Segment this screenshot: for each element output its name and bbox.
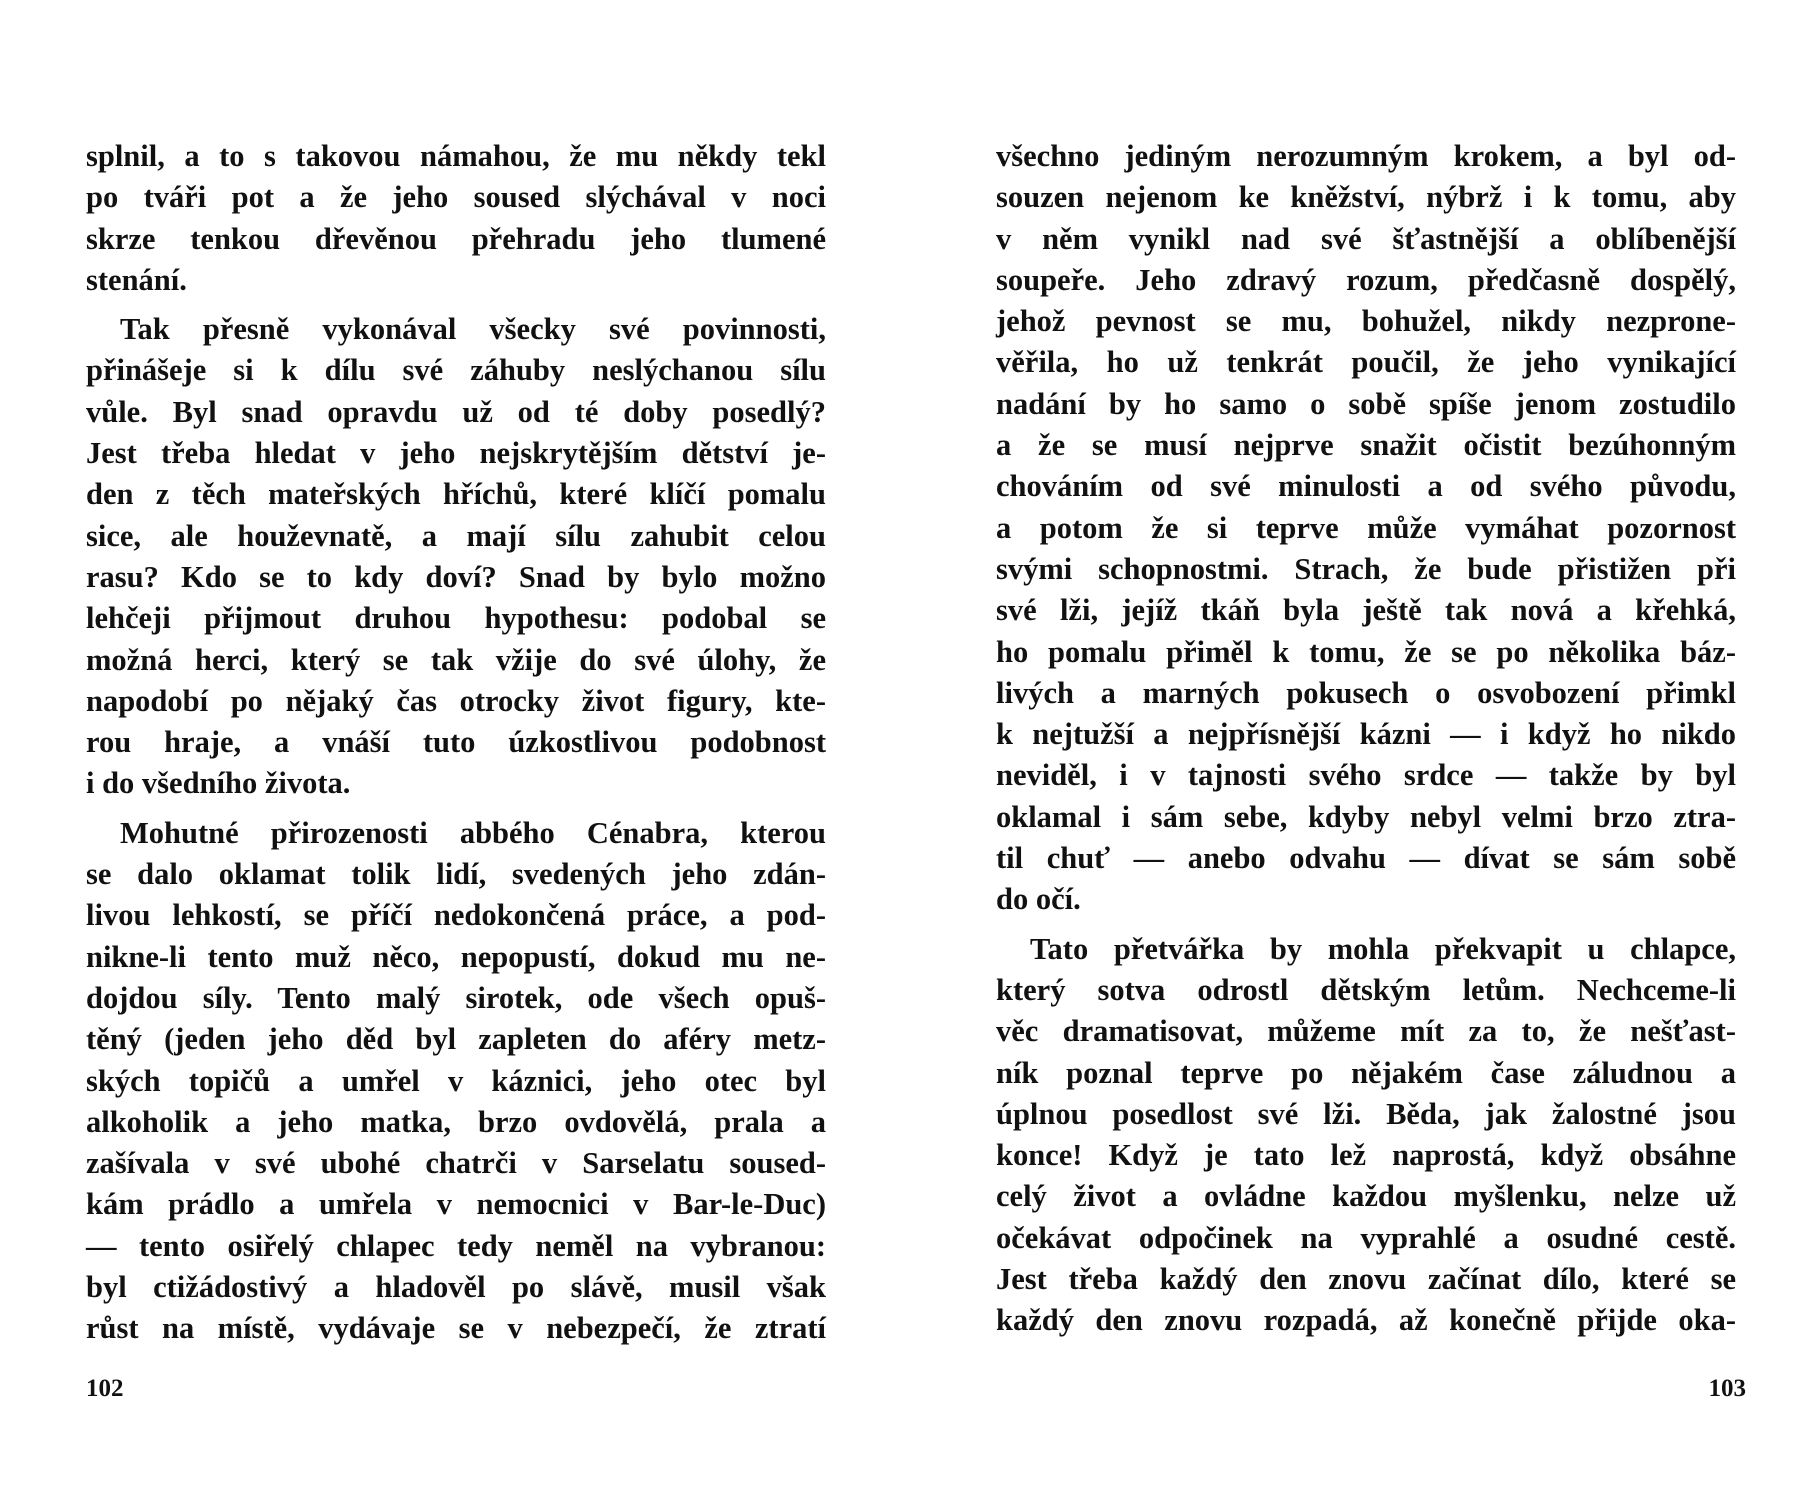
text-line: alkoholik a jeho matka, brzo ovdovělá, prala a <box>86 1104 826 1139</box>
text-line: souzen nejenom ke kněžství, nýbrž i k tomu, aby <box>996 180 1736 215</box>
text-line: vůle. Byl snad opravdu už od té doby posedlý? <box>86 394 826 429</box>
text-line: Jest třeba každý den znovu začínat dílo, které se <box>996 1262 1736 1297</box>
text-line: možná herci, který se tak vžije do své úlohy, že <box>86 642 826 677</box>
text-line: přinášeje si k dílu své záhuby neslýchanou sílu <box>86 353 826 388</box>
text-line: ských topičů a umřel v káznici, jeho otec byl <box>86 1063 826 1098</box>
text-line: očekávat odpočinek na vyprahlé a osudné cestě. <box>996 1220 1736 1255</box>
text-line: se dalo oklamat tolik lidí, svedených jeho zdán- <box>86 857 826 892</box>
text-line: i do všedního života. <box>86 766 351 801</box>
left-paragraph-1 <box>86 136 826 301</box>
right-page-text <box>996 136 1736 1342</box>
text-line: věc dramatisovat, můžeme mít za to, že nešťast- <box>996 1014 1736 1049</box>
text-line: v něm vynikl nad své šťastnější a oblíbenější <box>996 221 1736 256</box>
text-line: ho pomalu přiměl k tomu, že se po několika báz- <box>996 634 1736 669</box>
text-line: do očí. <box>996 882 1081 917</box>
text-line: zašívala v své ubohé chatrči v Sarselatu soused- <box>86 1146 826 1181</box>
text-line: rasu? Kdo se to kdy doví? Snad by bylo možno <box>86 559 826 594</box>
right-paragraph-2 <box>996 929 1736 1342</box>
text-line: těný (jeden jeho děd byl zapleten do aféry metz- <box>86 1022 826 1057</box>
text-line: Tato přetvářka by mohla překvapit u chlapce, <box>1030 931 1736 966</box>
text-line: rou hraje, a vnáší tuto úzkostlivou podobnost <box>86 725 826 760</box>
text-line: k nejtužší a nejpřísnější kázni — i když ho nikdo <box>996 717 1736 752</box>
text-line: svými schopnostmi. Strach, že bude přistižen při <box>996 551 1736 586</box>
text-line: jehož pevnost se mu, bohužel, nikdy nezprone- <box>996 304 1736 339</box>
text-line: kám prádlo a umřela v nemocnici v Bar-le-Duc) <box>86 1187 826 1222</box>
text-line: napodobí po nějaký čas otrocky život figury, kte- <box>86 683 826 718</box>
text-line: a že se musí nejprve snažit očistit bezúhonným <box>996 428 1736 463</box>
right-page <box>906 0 1812 1500</box>
text-line: splnil, a to s takovou námahou, že mu někdy tekl <box>86 139 826 173</box>
left-paragraph-2 <box>86 309 826 805</box>
text-line: Mohutné přirozenosti abbého Cénabra, kterou <box>120 815 826 850</box>
text-line: který sotva odrostl dětským letům. Nechceme-li <box>996 972 1736 1007</box>
text-line: chováním od své minulosti a od svého původu, <box>996 469 1736 504</box>
text-line: ník poznal teprve po nějakém čase záludnou a <box>996 1055 1736 1090</box>
text-line: nikne-li tento muž něco, nepopustí, dokud mu ne- <box>86 939 826 974</box>
text-line: skrze tenkou dřevěnou přehradu jeho tlumené <box>86 221 826 256</box>
page-number-right: 103 <box>1708 1375 1746 1402</box>
right-paragraph-1 <box>996 136 1736 921</box>
text-line: neviděl, i v tajnosti svého srdce — takže by byl <box>996 758 1736 793</box>
text-line: stenání. <box>86 262 187 297</box>
text-line: livých a marných pokusech o osvobození přimkl <box>996 675 1736 710</box>
text-line: věřila, ho už tenkrát poučil, že jeho vynikající <box>996 345 1736 380</box>
left-paragraph-3 <box>86 813 826 1350</box>
text-line: sice, ale houževnatě, a mají sílu zahubit celou <box>86 518 826 553</box>
text-line: všechno jediným nerozumným krokem, a byl od- <box>996 139 1736 173</box>
text-line: a potom že si teprve může vymáhat pozornost <box>996 510 1736 545</box>
text-line: soupeře. Jeho zdravý rozum, předčasně dospělý, <box>996 262 1736 297</box>
text-line: každý den znovu rozpadá, až konečně přijde oka- <box>996 1303 1736 1338</box>
text-line: dojdou síly. Tento malý sirotek, ode všech opuš- <box>86 980 826 1015</box>
text-line: til chuť — anebo odvahu — dívat se sám sobě <box>996 841 1736 876</box>
text-line: konce! Když je tato lež naprostá, když obsáhne <box>996 1138 1736 1173</box>
text-line: Jest třeba hledat v jeho nejskrytějším dětství je- <box>86 436 826 471</box>
text-line: úplnou posedlost své lži. Běda, jak žalostné jsou <box>996 1096 1736 1131</box>
text-line: oklamal i sám sebe, kdyby nebyl velmi brzo ztra- <box>996 799 1736 834</box>
text-line: lehčeji přijmout druhou hypothesu: podobal se <box>86 601 826 636</box>
text-line: celý život a ovládne každou myšlenku, nelze už <box>996 1179 1736 1214</box>
text-line: Tak přesně vykonával všecky své povinnosti, <box>120 312 826 347</box>
text-line: livou lehkostí, se příčí nedokončená práce, a pod- <box>86 898 826 933</box>
text-line: byl ctižádostivý a hladověl po slávě, musil však <box>86 1270 826 1305</box>
text-line: den z těch mateřských hříchů, které klíčí pomalu <box>86 477 826 512</box>
text-line: nadání by ho samo o sobě spíše jenom zostudilo <box>996 386 1736 421</box>
text-line: po tváři pot a že jeho soused slýchával v noci <box>86 180 826 215</box>
text-line: své lži, jejíž tkáň byla ještě tak nová a křehká, <box>996 593 1736 628</box>
text-line: růst na místě, vydávaje se v nebezpečí, že ztratí <box>86 1311 826 1346</box>
left-page-text <box>86 136 826 1350</box>
text-line: — tento osiřelý chlapec tedy neměl na vybranou: <box>86 1228 826 1263</box>
page-number-left: 102 <box>86 1375 124 1402</box>
